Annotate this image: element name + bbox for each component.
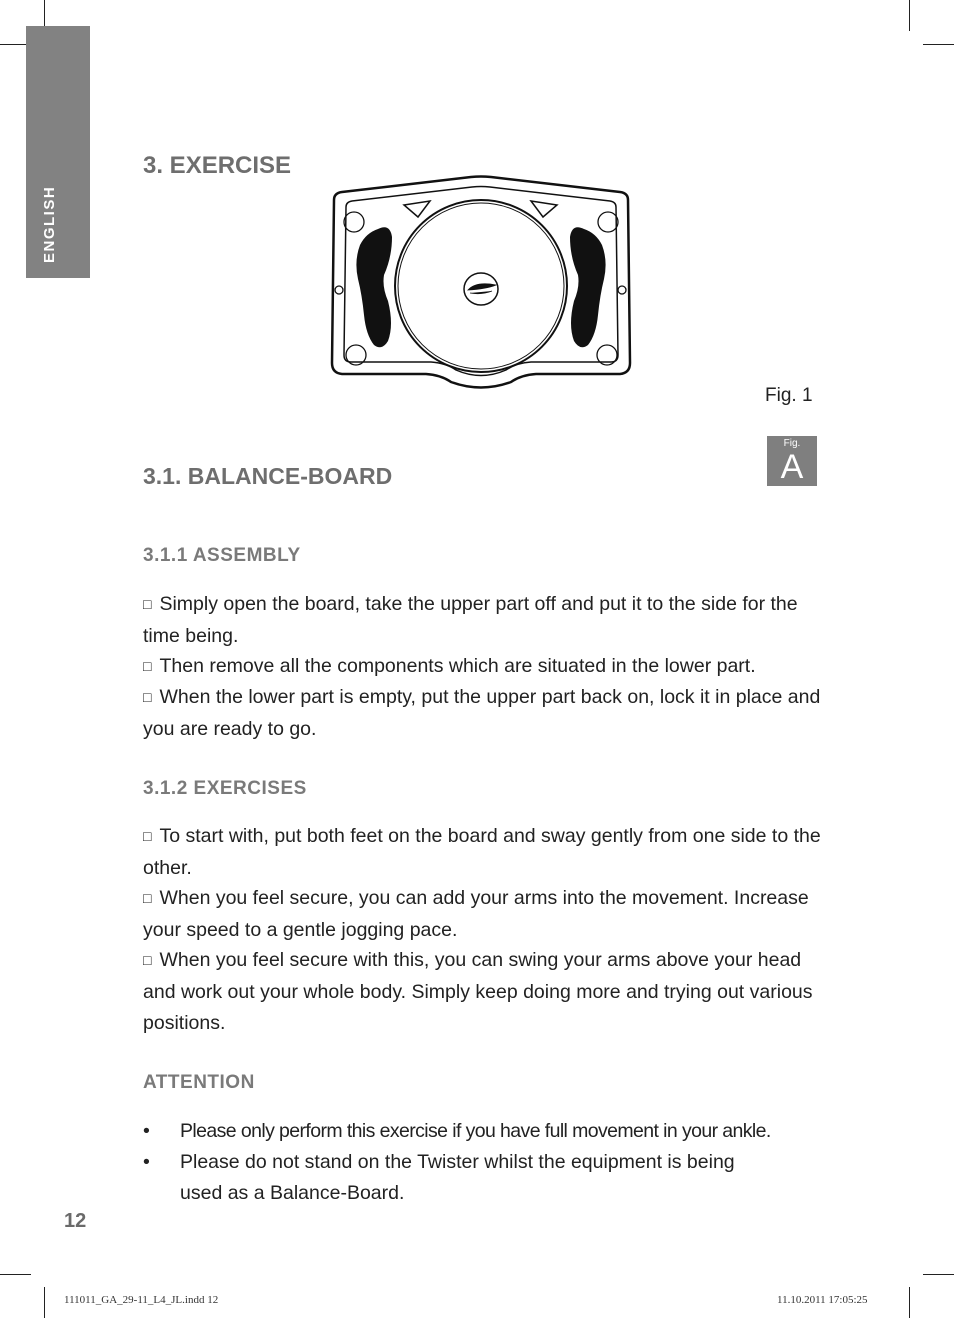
- bullet-icon: •: [143, 1120, 150, 1142]
- figure-caption: Fig. 1: [765, 385, 813, 406]
- crop-mark: [923, 44, 954, 45]
- assembly-heading: 3.1.1 ASSEMBLY: [143, 545, 301, 566]
- list-item-text: Then remove all the components which are situated in the lower part.: [159, 655, 756, 677]
- subsection-title: 3.1. BALANCE-BOARD: [143, 463, 393, 489]
- crop-mark: [909, 0, 910, 31]
- list-item: [143, 945, 823, 1039]
- checkbox-icon: □: [143, 828, 152, 844]
- language-tab-label: ENGLISH: [41, 185, 58, 263]
- list-item-text: When you feel secure with this, you can swing your arms above your head and work out your whole body. Simply keep doing more and trying out various positions.: [143, 949, 813, 1034]
- list-item-text: To start with, put both feet on the board and sway gently from one side to the other.: [143, 825, 821, 879]
- list-item: [143, 883, 823, 946]
- checkbox-icon: □: [143, 952, 152, 968]
- list-item: [143, 589, 823, 652]
- section-title: 3. EXERCISE: [143, 152, 292, 179]
- crop-mark: [44, 1287, 45, 1318]
- balance-board-illustration: [326, 175, 636, 395]
- list-item: [143, 682, 823, 745]
- bullet-text: Please do not stand on the Twister whilst the equipment is being used as a Balance-Board.: [180, 1151, 735, 1204]
- list-item: [143, 651, 823, 683]
- datetime-slug: 11.10.2011 17:05:25: [777, 1294, 868, 1306]
- crop-mark: [0, 1274, 31, 1275]
- figure-badge-letter: A: [780, 448, 804, 486]
- figure-badge-label: Fig.: [783, 438, 801, 449]
- page-number: 12: [64, 1210, 87, 1232]
- checkbox-icon: □: [143, 890, 152, 906]
- list-item-text: When the lower part is empty, put the upper part back on, lock it in place and you are ready to go.: [143, 686, 821, 740]
- figure-badge: [767, 436, 817, 486]
- list-item-text: When you feel secure, you can add your arms into the movement. Increase your speed to a gentle jogging pace.: [143, 887, 809, 941]
- crop-mark: [923, 1274, 954, 1275]
- checkbox-icon: □: [143, 596, 152, 612]
- checkbox-icon: □: [143, 689, 152, 705]
- list-item-text: Simply open the board, take the upper part off and put it to the side for the time being.: [143, 593, 798, 647]
- checkbox-icon: □: [143, 658, 152, 674]
- crop-mark: [909, 1287, 910, 1318]
- file-slug: 111011_GA_29-11_L4_JL.indd 12: [64, 1294, 219, 1306]
- bullet-text: Please only perform this exercise if you have full movement in your ankle.: [180, 1120, 771, 1142]
- bullet-icon: •: [143, 1151, 150, 1173]
- attention-heading: ATTENTION: [143, 1072, 255, 1093]
- exercises-heading: 3.1.2 EXERCISES: [143, 778, 307, 799]
- list-item: [143, 821, 823, 884]
